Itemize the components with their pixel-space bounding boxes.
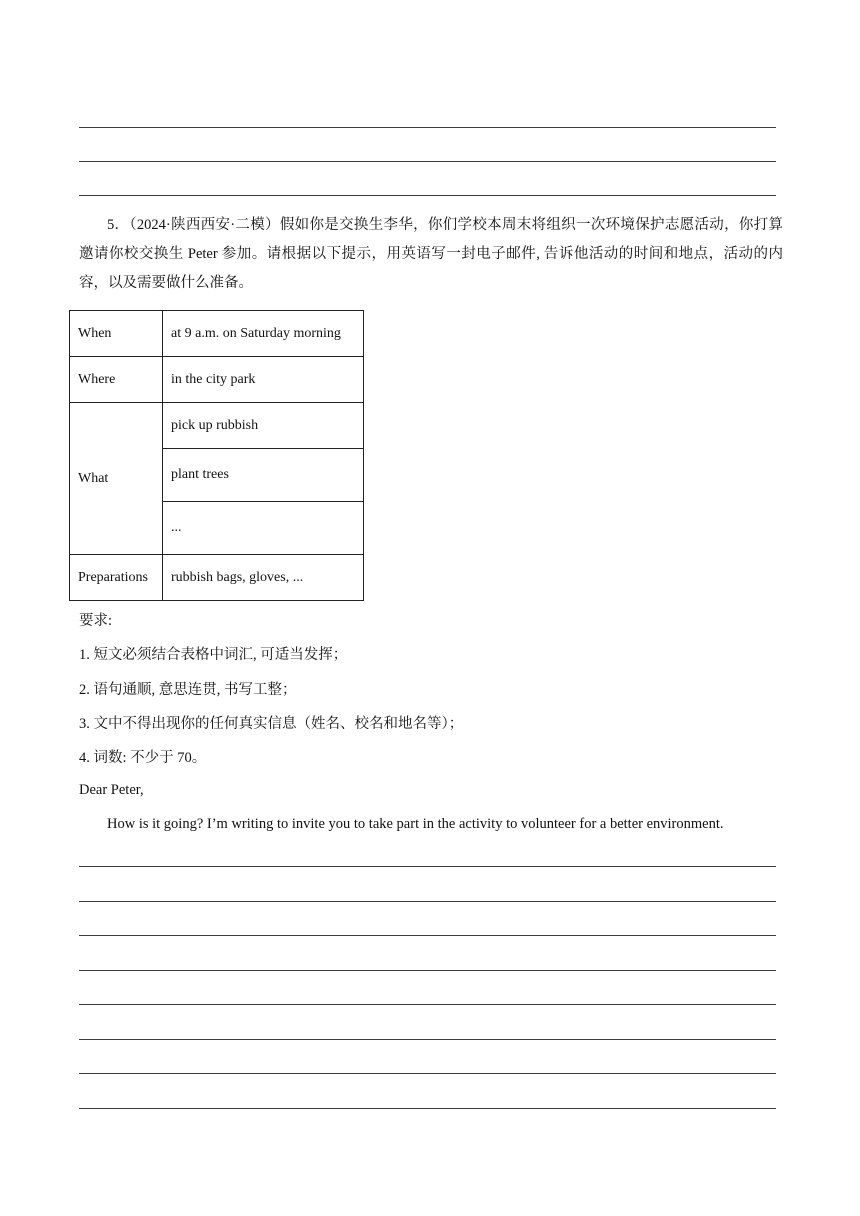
table-row — [70, 357, 364, 403]
writing-line — [79, 1108, 776, 1109]
writing-line — [79, 1004, 776, 1005]
preparations-label: Preparations — [70, 555, 163, 601]
what-item: plant trees — [163, 449, 364, 502]
question-text: （2024·陕西西安·二模）假如你是交换生李华，你们学校本周末将组织一次环境保护志愿活动，你打算邀请你校交换生 Peter 参加。请根据以下提示，用英语写一封电子邮件, 告诉他活动的时间和地点，活动的内容，以及需要做什么准备。 — [79, 217, 784, 291]
writing-line — [79, 866, 776, 867]
writing-line — [79, 1073, 776, 1074]
where-label: Where — [70, 357, 163, 403]
when-label: When — [70, 311, 163, 357]
letter-greeting: Dear Peter, — [79, 782, 144, 798]
preparations-value: rubbish bags, gloves, ... — [163, 555, 364, 601]
requirement-item: 1. 短文必须结合表格中词汇, 可适当发挥； — [79, 647, 348, 663]
table-row — [70, 555, 364, 601]
writing-line — [79, 970, 776, 971]
question-number: 5． — [107, 217, 130, 233]
answer-line — [79, 127, 776, 128]
writing-line — [79, 901, 776, 902]
when-value: at 9 a.m. on Saturday morning — [163, 311, 364, 357]
answer-line — [79, 195, 776, 196]
letter-opening: How is it going? I’m writing to invite you to take part in the activity to volunteer for a better environment. — [107, 816, 724, 832]
where-value: in the city park — [163, 357, 364, 403]
requirement-item: 3. 文中不得出现你的任何真实信息（姓名、校名和地名等）； — [79, 716, 464, 732]
table-row — [70, 311, 364, 357]
requirement-item: 2. 语句通顺, 意思连贯, 书写工整； — [79, 682, 297, 698]
answer-line — [79, 161, 776, 162]
info-table — [69, 310, 364, 601]
question-prompt — [79, 211, 783, 298]
requirement-item: 4. 词数: 不少于 70。 — [79, 750, 207, 766]
table-row — [70, 403, 364, 449]
writing-line — [79, 935, 776, 936]
what-item: pick up rubbish — [163, 403, 364, 449]
what-item: ... — [163, 502, 364, 555]
what-label: What — [70, 403, 163, 555]
writing-line — [79, 1039, 776, 1040]
requirements-heading: 要求: — [79, 613, 113, 629]
